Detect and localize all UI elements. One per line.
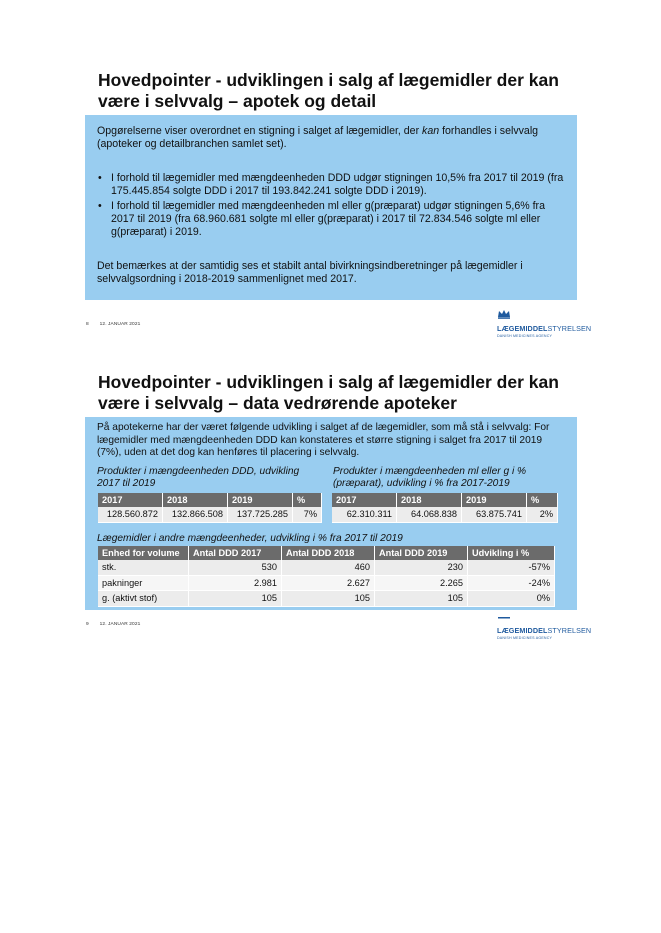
table-row: g. (aktivt stof) 105 105 105 0% [98, 591, 555, 607]
slide-2-logo [497, 608, 591, 640]
caption-ddd: Produkter i mængdeenheden DDD, udvikling 2017 til 2019 [97, 466, 300, 489]
slide-1-logo [497, 306, 591, 338]
table-row: 128.560.872 132.866.508 137.725.285 7% [98, 507, 322, 522]
slide-1-footer: 8 12. JANUAR 2021 [86, 322, 141, 327]
table-row: stk. 530 460 230 -57% [98, 560, 555, 575]
logo-subtitle: DANISH MEDICINES AGENCY [497, 334, 553, 338]
crown-icon [497, 615, 511, 621]
slide-1-closing: Det bemærkes at der samtidig ses et stabilt antal bivirkningsindberetninger på lægemidler i selvvalgsordning i 2018-2019 sammenlignet med 2017. [97, 259, 523, 286]
logo-name: LÆGEMIDDELSTYRELSEN [497, 324, 592, 333]
crown-icon [497, 309, 511, 319]
slide-2-footer: 9 12. JANUAR 2021 [86, 622, 141, 627]
table-ml-header: 2017 2018 2019 % [332, 493, 558, 507]
table-ddd [98, 493, 322, 523]
table-row: pakninger 2.981 2.627 2.265 -24% [98, 575, 555, 591]
table-other [98, 546, 555, 607]
table-row: 62.310.311 64.068.838 63.875.741 2% [332, 507, 558, 522]
table-ddd-header: 2017 2018 2019 % [98, 493, 322, 507]
slide-2-title: Hovedpointer - udviklingen i salg af lægemidler der kan være i selvvalg – data vedrørende apoteker [98, 372, 559, 413]
slide-2-intro: På apotekerne har der været følgende udvikling i salget af de lægemidler, som må stå i selvvalg: For lægemidler med mængdeenheden DDD kan konstateres et større stigning i salget fra 2017 til 2019 (7%), uden at det dog kan henføres til placering i selvvalg. [97, 422, 550, 459]
slide-1-bullet-1: • I forhold til lægemidler med mængdeenheden DDD udgør stigningen 10,5% fra 2017 til 2019 (fra 175.445.854 solgte DDD i 2017 til 193.842.241 solgte DDD i 2019). [98, 171, 564, 198]
caption-ml: Produkter i mængdeenheden ml eller g i % (præparat), udvikling i % fra 2017-2019 [333, 466, 527, 489]
slide-1-bullet-2: • I forhold til lægemidler med mængdeenheden ml eller g(præparat) udgør stigningen 5,6% fra 2017 til 2019 (fra 68.960.681 solgte ml eller g(præparat) i 2017 til 72.834.546 solgte ml eller g(præparat) i 2019. [98, 199, 545, 239]
caption-other: Lægemidler i andre mængdeenheder, udvikling i % fra 2017 til 2019 [97, 533, 403, 544]
slide-2-content-box [85, 417, 577, 610]
logo-name: LÆGEMIDDELSTYRELSEN [497, 626, 592, 635]
slide-1-content-box [85, 115, 577, 300]
slide-1-intro: Opgørelserne viser overordnet en stigning i salget af lægemidler, der kan forhandles i selvvalg (apoteker og detailbranchen samlet set). [97, 125, 539, 151]
table-ml [332, 493, 558, 523]
table-other-header: Enhed for volume Antal DDD 2017 Antal DDD 2018 Antal DDD 2019 Udvikling i % [98, 546, 555, 560]
logo-subtitle: DANISH MEDICINES AGENCY [497, 636, 553, 640]
slide-1-title: Hovedpointer - udviklingen i salg af lægemidler der kan være i selvvalg – apotek og detail [98, 70, 559, 111]
